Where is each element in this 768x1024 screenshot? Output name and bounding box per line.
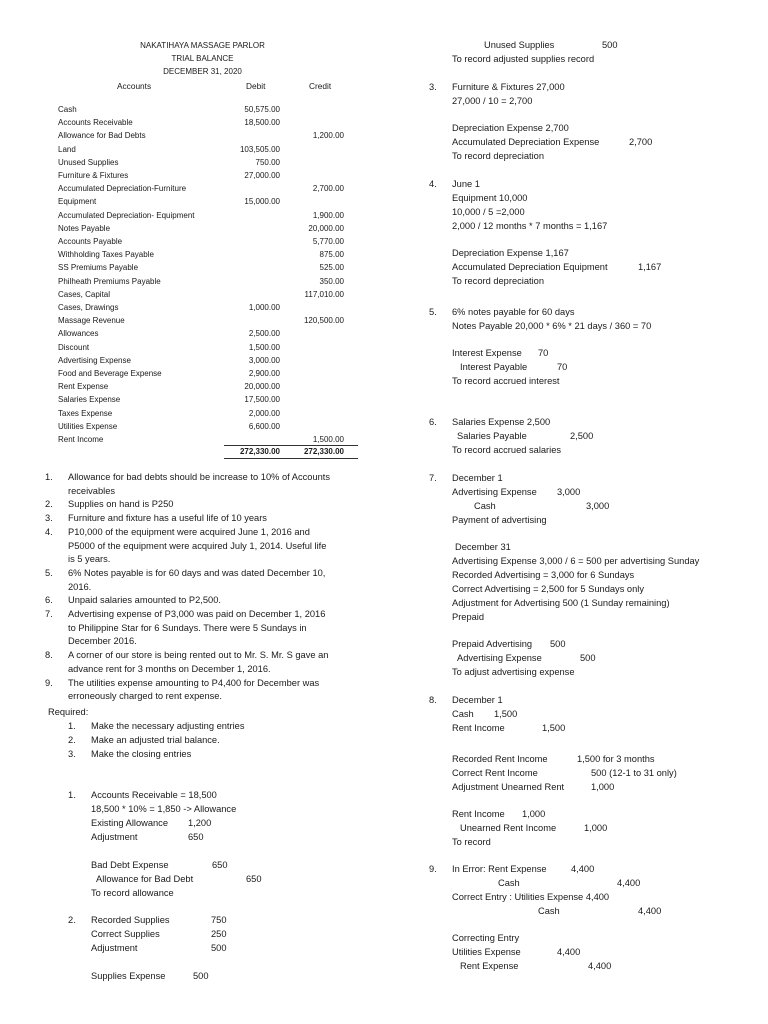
- solution-8-line: Recorded Rent Income: [452, 754, 548, 764]
- table-row: [58, 129, 358, 142]
- solution-1-line: Existing Allowance: [91, 818, 168, 828]
- entry-credit-amount: 1,500: [542, 723, 566, 733]
- account-name: Massage Revenue: [58, 316, 125, 326]
- instruction-text: advance rent for 3 months on December 1, 2016.: [68, 663, 271, 674]
- credit-amount: 2,700.00: [312, 184, 344, 194]
- table-row: [58, 169, 358, 182]
- solution-3-number: 3.: [429, 82, 437, 92]
- instruction-number: 5.: [45, 567, 53, 578]
- entry-debit-amount: 1,000: [522, 809, 546, 819]
- entry-explanation: To record accrued salaries: [452, 445, 562, 455]
- accounts-header: Accounts: [117, 81, 152, 91]
- credit-amount: 1,200.00: [312, 131, 344, 141]
- required-number: 3.: [68, 749, 76, 759]
- entry-credit-account: Rent Expense: [460, 961, 519, 971]
- entry-credit-account: Advertising Expense: [457, 653, 542, 663]
- instruction-text: receivables: [68, 485, 116, 496]
- credit-amount: 5,770.00: [312, 237, 344, 246]
- entry-credit-account: Cash: [498, 878, 520, 888]
- table-row: [58, 195, 358, 208]
- table-row: [58, 248, 358, 261]
- solution-8-line: Correct Rent Income: [452, 768, 538, 778]
- instruction-text: Supplies on hand is P250: [68, 499, 174, 510]
- table-row: [58, 156, 358, 169]
- entry-debit-amount: 500: [193, 971, 209, 981]
- table-row: [58, 143, 358, 156]
- entry-explanation: To record adjusted supplies record: [452, 54, 595, 64]
- table-row: [58, 393, 358, 406]
- table-row: [58, 275, 358, 288]
- table-row: [58, 103, 358, 116]
- entry-credit-amount: 3,000: [586, 501, 610, 511]
- entry-explanation: To record accrued interest: [452, 376, 560, 386]
- solution-1-amount: 1,200: [188, 818, 212, 828]
- instruction-text: P10,000 of the equipment were acquired June 1, 2016 and: [68, 526, 310, 537]
- debit-amount: 50,575.00: [244, 105, 280, 114]
- table-row: [58, 341, 358, 354]
- account-name: Utilities Expense: [58, 421, 118, 431]
- entry-credit-amount: 4,400: [588, 961, 612, 971]
- solution-6-number: 6.: [429, 417, 437, 427]
- solution-4-line: 10,000 / 5 =2,000: [452, 207, 525, 217]
- debit-amount: 6,600.00: [248, 421, 280, 431]
- solution-8-line: December 1: [452, 695, 503, 705]
- total-row: [58, 445, 358, 458]
- entry-credit-amount: 500: [602, 40, 618, 50]
- account-name: Land: [58, 144, 76, 154]
- account-name: Cash: [58, 105, 77, 114]
- instruction-text: December 2016.: [68, 636, 137, 647]
- credit-amount: 120,500.00: [303, 316, 344, 326]
- entry-credit-amount: 4,400: [617, 878, 641, 888]
- instruction-number: 4.: [45, 526, 53, 537]
- debit-amount: 103,505.00: [239, 144, 280, 154]
- instruction-text: Allowance for bad debts should be increase to 10% of Accounts: [68, 472, 331, 482]
- entry-credit-account: Cash: [474, 501, 496, 511]
- company-name: NAKATIHAYA MASSAGE PARLOR: [140, 41, 265, 50]
- account-name: Salaries Expense: [58, 395, 121, 405]
- instruction-text: P5000 of the equipment were acquired July 1, 2014. Useful life: [68, 540, 327, 551]
- debit-amount: 20,000.00: [244, 382, 280, 392]
- solution-1-amount: 650: [188, 832, 204, 842]
- statement-date: DECEMBER 31, 2020: [163, 67, 242, 76]
- instruction-text: erroneously charged to rent expense.: [68, 691, 223, 702]
- table-row: [58, 354, 358, 367]
- required-text: Make the necessary adjusting entries: [91, 721, 245, 731]
- entry-credit-account: Rent Income: [452, 723, 505, 733]
- debit-amount: 750.00: [255, 157, 280, 167]
- entry-credit-account: Unused Supplies: [484, 40, 555, 50]
- solution-1-line: 18,500 * 10% = 1,850 -> Allowance: [91, 804, 237, 814]
- entry-explanation: To record depreciation: [452, 151, 544, 161]
- entry-credit-amount: 2,500: [570, 431, 594, 441]
- solution-8-line: Adjustment Unearned Rent: [452, 782, 565, 792]
- account-name: SS Premiums Payable: [58, 263, 139, 273]
- required-number: 1.: [68, 721, 76, 731]
- credit-amount: 1,500.00: [312, 435, 344, 444]
- account-name: Advertising Expense: [58, 355, 131, 365]
- entry-debit-account: Salaries Expense 2,500: [452, 417, 551, 427]
- entry-debit-amount: 650: [212, 860, 228, 870]
- solution-5-line: Notes Payable 20,000 * 6% * 21 days / 360 = 70: [452, 321, 652, 331]
- solution-5-number: 5.: [429, 307, 437, 317]
- entry-debit-amount: 4,400: [571, 864, 595, 874]
- entry-debit-amount: 4,400: [557, 947, 581, 957]
- solution-7-line: Correct Advertising = 2,500 for 5 Sundays only: [452, 584, 644, 594]
- account-name: Taxes Expense: [58, 408, 113, 418]
- table-row: [58, 314, 358, 327]
- solution-3-line: Furniture & Fixtures 27,000: [452, 82, 565, 92]
- account-name: Accumulated Depreciation-Furniture: [58, 184, 187, 194]
- entry-debit-account: Supplies Expense: [91, 971, 166, 981]
- credit-header: Credit: [309, 81, 332, 91]
- instruction-number: 8.: [45, 650, 53, 661]
- solution-1-line: Accounts Receivable = 18,500: [91, 790, 217, 800]
- credit-amount: 20,000.00: [308, 223, 344, 233]
- entry-debit-account: Correct Entry : Utilities Expense 4,400: [452, 892, 610, 902]
- solution-2-line: Correct Supplies: [91, 929, 160, 939]
- debit-amount: 1,500.00: [248, 342, 280, 352]
- instruction-number: 3.: [45, 513, 53, 524]
- instruction-number: 7.: [45, 609, 53, 619]
- account-name: Cases, Capital: [58, 289, 111, 299]
- instruction-text: 6% Notes payable is for 60 days and was dated December 10,: [68, 567, 326, 578]
- debit-amount: 2,900.00: [248, 369, 280, 378]
- entry-debit-amount: 3,000: [557, 487, 581, 497]
- table-row: [58, 261, 358, 274]
- entry-credit-amount: 500: [580, 653, 596, 663]
- entry-explanation: Payment of advertising: [452, 515, 547, 525]
- entry-credit-account: Accumulated Depreciation Expense: [452, 137, 600, 147]
- debit-amount: 1,000.00: [248, 303, 280, 312]
- instruction-number: 6.: [45, 595, 53, 606]
- instruction-text: Advertising expense of P3,000 was paid on December 1, 2016: [68, 609, 326, 619]
- solution-2-number: 2.: [68, 915, 76, 925]
- solution-8-amount: 1,500 for 3 months: [577, 754, 655, 764]
- entry-credit-amount: 650: [246, 874, 262, 884]
- account-name: Philheath Premiums Payable: [58, 276, 161, 286]
- debit-amount: 15,000.00: [244, 197, 280, 207]
- entry-credit-account: Cash: [538, 906, 560, 916]
- account-name: Cases, Drawings: [58, 303, 119, 312]
- table-row: [58, 222, 358, 235]
- table-row: [58, 301, 358, 314]
- debit-amount: 3,000.00: [248, 355, 280, 365]
- instruction-number: 2.: [45, 499, 53, 510]
- instruction-number: 9.: [45, 677, 53, 688]
- solution-2-line: Recorded Supplies: [91, 915, 170, 925]
- correcting-entry-heading: Correcting Entry: [452, 933, 520, 943]
- entry-debit-account: Prepaid Advertising: [452, 639, 533, 649]
- entry-debit-account: Utilities Expense: [452, 947, 521, 957]
- debit-amount: 27,000.00: [244, 171, 280, 180]
- required-number: 2.: [68, 735, 76, 745]
- entry-debit-account: Depreciation Expense 2,700: [452, 123, 569, 133]
- entry-debit-account: Advertising Expense: [452, 487, 537, 497]
- credit-amount: 525.00: [319, 263, 344, 273]
- account-name: Rent Income: [58, 435, 104, 444]
- table-row: [58, 380, 358, 393]
- solution-7-line: Recorded Advertising = 3,000 for 6 Sundays: [452, 570, 635, 580]
- entry-credit-amount: 1,167: [638, 262, 662, 272]
- solution-1-line: Adjustment: [91, 832, 138, 842]
- credit-amount: 875.00: [319, 250, 344, 260]
- required-text: Make an adjusted trial balance.: [91, 735, 220, 745]
- entry-debit-account: In Error: Rent Expense: [452, 864, 547, 874]
- solution-2-amount: 250: [211, 929, 227, 939]
- account-name: Allowances: [58, 329, 99, 339]
- entry-debit-account: Interest Expense: [452, 348, 522, 358]
- entry-debit-account: Rent Income: [452, 809, 505, 819]
- account-name: Rent Expense: [58, 382, 109, 392]
- table-row: [58, 288, 358, 301]
- statement-title: TRIAL BALANCE: [171, 54, 234, 63]
- table-row: [58, 235, 358, 248]
- instruction-text: to Philippine Star for 6 Sundays. There were 5 Sundays in: [68, 622, 307, 633]
- solution-4-line: 2,000 / 12 months * 7 months = 1,167: [452, 221, 608, 231]
- account-name: Furniture & Fixtures: [58, 171, 129, 180]
- table-row: [58, 327, 358, 340]
- solution-4-line: Equipment 10,000: [452, 193, 528, 203]
- table-row: [58, 209, 358, 222]
- instruction-number: 1.: [45, 472, 53, 482]
- instruction-text: Furniture and fixture has a useful life of 10 years: [68, 513, 267, 524]
- instruction-text: is 5 years.: [68, 554, 111, 565]
- entry-debit-account: Bad Debt Expense: [91, 860, 169, 870]
- total-credit: 272,330.00: [303, 447, 344, 456]
- entry-explanation: To record: [452, 837, 491, 847]
- entry-credit-account: Unearned Rent Income: [460, 823, 557, 833]
- entry-explanation: To record depreciation: [452, 276, 544, 286]
- debit-amount: 2,500.00: [248, 329, 280, 339]
- credit-amount: 117,010.00: [304, 289, 344, 299]
- solution-2-amount: 500: [211, 943, 227, 953]
- solution-3-line: 27,000 / 10 = 2,700: [452, 96, 533, 106]
- total-underline: [224, 458, 358, 459]
- account-name: Equipment: [58, 197, 97, 207]
- solution-8-amount: 1,000: [591, 782, 615, 792]
- account-name: Food and Beverage Expense: [58, 369, 162, 378]
- account-name: Allowance for Bad Debts: [58, 131, 146, 141]
- solution-8-number: 8.: [429, 695, 437, 705]
- account-name: Accounts Payable: [58, 237, 123, 246]
- solution-7-line: Adjustment for Advertising 500 (1 Sunday remaining): [452, 598, 670, 608]
- required-heading: Required:: [48, 707, 89, 717]
- table-row: [58, 116, 358, 129]
- solution-7-line: Prepaid: [452, 612, 485, 622]
- entry-explanation: To adjust advertising expense: [452, 667, 575, 677]
- solution-4-line: June 1: [452, 179, 480, 189]
- debit-amount: 18,500.00: [244, 118, 280, 128]
- table-row: [58, 420, 358, 433]
- entry-credit-amount: 1,000: [584, 823, 608, 833]
- solution-2-line: Adjustment: [91, 943, 138, 953]
- solution-2-amount: 750: [211, 915, 227, 925]
- table-row: [58, 407, 358, 420]
- account-name: Notes Payable: [58, 223, 111, 233]
- solution-7-line: Advertising Expense 3,000 / 6 = 500 per advertising Sunday: [452, 556, 700, 566]
- entry-debit-account: Cash: [452, 709, 474, 719]
- credit-amount: 1,900.00: [312, 210, 344, 220]
- instruction-text: 2016.: [68, 581, 92, 592]
- table-row: [58, 182, 358, 195]
- entry-debit-amount: 1,500: [494, 709, 518, 719]
- instruction-text: A corner of our store is being rented out to Mr. S. Mr. S gave an: [68, 650, 329, 661]
- entry-credit-amount: 2,700: [629, 137, 653, 147]
- solution-7-number: 7.: [429, 473, 437, 483]
- entry-credit-account: Interest Payable: [460, 362, 528, 372]
- table-row: [58, 367, 358, 380]
- account-name: Withholding Taxes Payable: [58, 250, 154, 260]
- debit-amount: 2,000.00: [248, 408, 280, 418]
- account-name: Discount: [58, 342, 90, 352]
- solution-8-amount: 500 (12-1 to 31 only): [591, 768, 677, 778]
- entry-debit-amount: 500: [550, 639, 566, 649]
- entry-debit-account: Depreciation Expense 1,167: [452, 248, 569, 258]
- entry-credit-account: Accumulated Depreciation Equipment: [452, 262, 608, 272]
- solution-9-number: 9.: [429, 864, 437, 874]
- solution-7-line: December 1: [452, 473, 503, 483]
- entry-credit-amount: 4,400: [638, 906, 662, 916]
- debit-amount: 17,500.00: [244, 395, 280, 405]
- entry-credit-amount: 70: [557, 362, 568, 372]
- instruction-text: The utilities expense amounting to P4,400 for December was: [68, 677, 320, 688]
- entry-credit-account: Salaries Payable: [457, 431, 527, 441]
- entry-credit-account: Allowance for Bad Debt: [96, 874, 194, 884]
- account-name: Unused Supplies: [58, 157, 119, 167]
- account-name: Accounts Receivable: [58, 118, 133, 128]
- solution-5-line: 6% notes payable for 60 days: [452, 307, 575, 317]
- solution-4-number: 4.: [429, 179, 437, 189]
- debit-header: Debit: [246, 81, 266, 91]
- solution-7-line: December 31: [455, 542, 511, 552]
- total-debit: 272,330.00: [239, 447, 280, 456]
- required-text: Make the closing entries: [91, 749, 192, 759]
- entry-explanation: To record allowance: [91, 888, 174, 898]
- credit-amount: 350.00: [319, 276, 344, 286]
- entry-debit-amount: 70: [538, 348, 549, 358]
- account-name: Accumulated Depreciation- Equipment: [58, 210, 195, 220]
- instruction-text: Unpaid salaries amounted to P2,500.: [68, 595, 221, 606]
- solution-1-number: 1.: [68, 790, 76, 800]
